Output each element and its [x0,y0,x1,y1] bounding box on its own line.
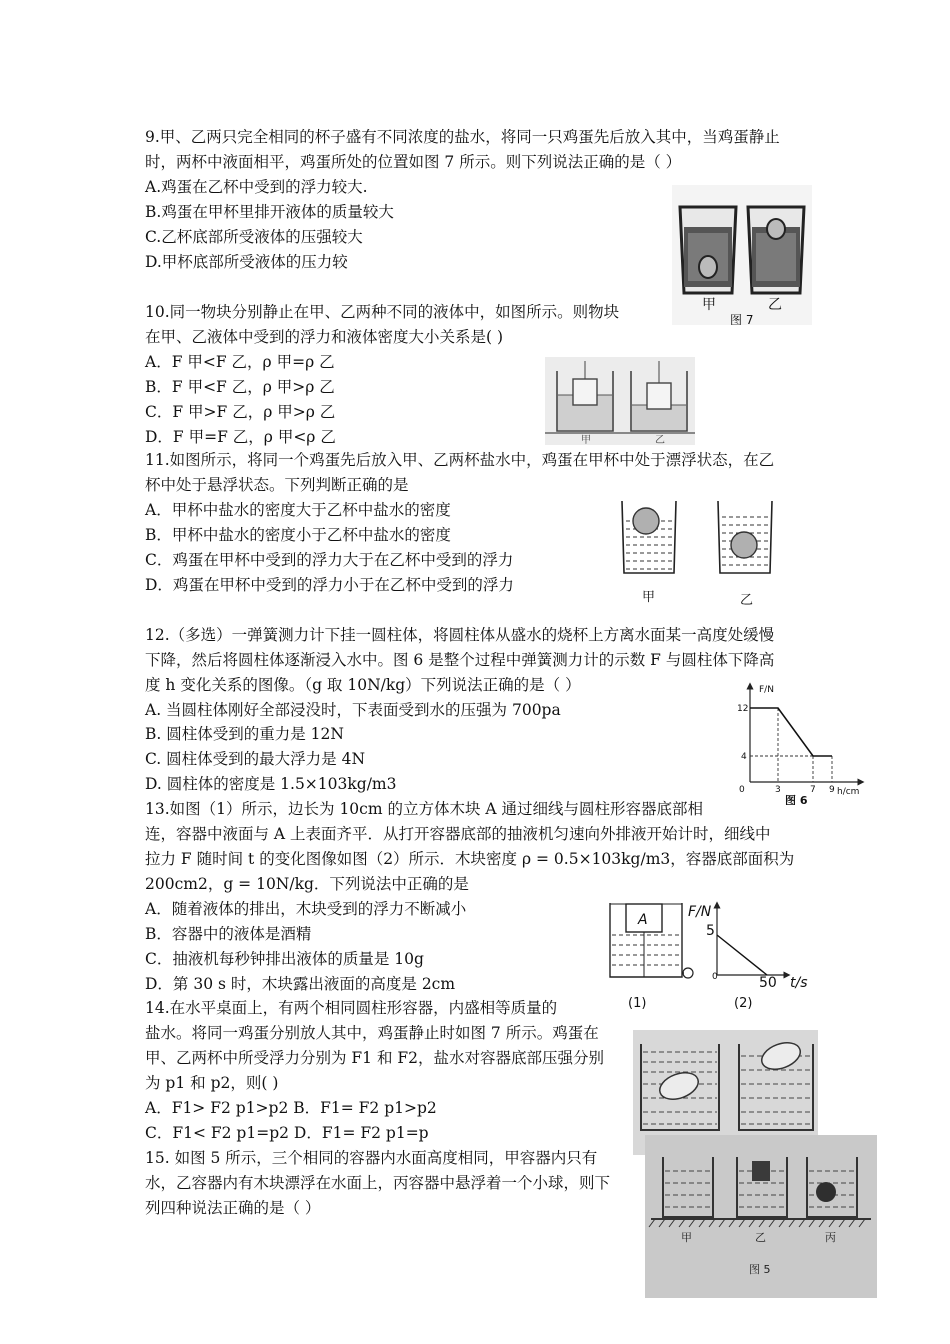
q15-figure-three-containers [645,1135,877,1298]
q13-figure-container-and-graph [602,895,812,1015]
q14-options-a-b: A．F1> F2 p1>p2 B．F1= F2 p1>p2 [145,1099,437,1117]
q13-option-b: B．容器中的液体是酒精 [145,925,312,943]
q12-figure-force-depth-graph [735,680,865,805]
q11-option-b: B．甲杯中盐水的密度小于乙杯中盐水的密度 [145,526,451,544]
q12-graph-x-tick-0: 0 [739,785,745,795]
q9-option-b: B.鸡蛋在甲杯里排开液体的质量较大 [145,203,394,221]
q12-graph-x-tick-3: 3 [775,785,781,795]
q14-options-c-d: C．F1< F2 p1=p2 D．F1= F2 p1=p [145,1124,429,1142]
q10-stem-line-1: 10.同一物块分别静止在甲、乙两种不同的液体中，如图所示。则物块 [145,303,620,321]
q15-figure-caption: 图 5 [749,1263,771,1276]
q11-option-a: A．甲杯中盐水的密度大于乙杯中盐水的密度 [145,501,451,519]
q9-figure-caption: 图 7 [730,313,754,325]
q13-figure-caption-2: (2) [734,996,753,1011]
q12-option-a: A. 当圆柱体刚好全部浸没时，下表面受到水的压强为 700pa [145,701,561,719]
q12-option-c: C. 圆柱体受到的最大浮力是 4N [145,750,366,768]
q9-option-a: A.鸡蛋在乙杯中受到的浮力较大. [145,178,368,196]
q10-figure-label-left: 甲 [581,435,591,445]
q9-option-c: C.乙杯底部所受液体的压强较大 [145,228,363,246]
q13-graph-x-tick: 50 [759,975,777,991]
q12-stem-line-2: 下降，然后将圆柱体逐渐浸入水中。图 6 是整个过程中弹簧测力计的示数 F 与圆柱体下降高 [145,651,775,669]
q9-stem-line-1: 9.甲、乙两只完全相同的杯子盛有不同浓度的盐水，将同一只鸡蛋先后放入其中，当鸡蛋静止 [145,128,780,146]
q15-figure-label-yi: 乙 [755,1231,766,1244]
q12-graph-x-label: h/cm [837,787,860,797]
q14-stem-line-4: 为 p1 和 p2，则( ) [145,1074,279,1092]
q9-figure-label-left: 甲 [702,297,716,313]
q12-graph-y-tick-4: 4 [741,752,747,762]
q15-figure-label-jia: 甲 [681,1231,692,1244]
q11-option-d: D．鸡蛋在甲杯中受到的浮力小于在乙杯中受到的浮力 [145,576,514,594]
q14-stem-line-1: 14.在水平桌面上，有两个相同圆柱形容器，内盛相等质量的 [145,999,558,1017]
q9-figure-two-glasses-eggs [672,185,812,325]
q11-option-c: C．鸡蛋在甲杯中受到的浮力大于在乙杯中受到的浮力 [145,551,514,569]
q9-stem-line-2: 时，两杯中液面相平，鸡蛋所处的位置如图 7 所示。则下列说法正确的是（ ） [145,153,682,171]
q13-graph-y-tick: 5 [706,923,715,939]
q10-figure-beakers-with-block [545,357,695,445]
q12-graph-caption: 图 6 [785,794,808,805]
q10-option-c: C．F 甲>F 乙，ρ 甲>ρ 乙 [145,403,336,421]
q9-option-d: D.甲杯底部所受液体的压力较 [145,253,348,271]
q12-graph-x-tick-9: 9 [829,785,835,795]
q13-option-d: D．第 30 s 时，木块露出液面的高度是 2cm [145,975,456,993]
q13-option-a: A．随着液体的排出，木块受到的浮力不断减小 [145,900,467,918]
q10-option-b: B．F 甲<F 乙，ρ 甲>ρ 乙 [145,378,335,396]
q13-stem-line-2: 连，容器中液面与 A 上表面齐平．从打开容器底部的抽液机匀速向外排液开始计时，细线中 [145,825,771,843]
q13-stem-line-4: 200cm2，g = 10N/kg．下列说法中正确的是 [145,875,469,893]
q9-figure-label-right: 乙 [768,297,782,313]
q10-option-d: D．F 甲=F 乙，ρ 甲<ρ 乙 [145,428,336,446]
q14-stem-line-3: 甲、乙两杯中所受浮力分别为 F1 和 F2，盐水对容器底部压强分别 [145,1049,605,1067]
q12-option-b: B. 圆柱体受到的重力是 12N [145,725,344,743]
q13-graph-x-origin: 0 [712,972,718,982]
q13-graph-y-label: F/N [688,904,712,920]
q15-stem-line-2: 水，乙容器内有木块漂浮在水面上，丙容器中悬浮着一个小球，则下 [145,1174,611,1192]
q10-stem-line-2: 在甲、乙液体中受到的浮力和液体密度大小关系是( ) [145,328,504,346]
q13-figure-caption-1: (1) [628,996,647,1011]
q13-stem-line-3: 拉力 F 随时间 t 的变化图像如图（2）所示．木块密度 ρ = 0.5×103kg/m3，容器底部面积为 [145,850,795,868]
q12-stem-line-3: 度 h 变化关系的图像。（g 取 10N/kg）下列说法正确的是（ ） [145,676,581,694]
q11-stem-line-2: 杯中处于悬浮状态。下列判断正确的是 [145,476,409,494]
q12-graph-y-label: F/N [759,685,774,695]
q12-graph-x-tick-7: 7 [810,785,816,795]
q15-figure-label-bing: 丙 [825,1231,836,1244]
q13-stem-line-1: 13.如图（1）所示，边长为 10cm 的立方体木块 A 通过细线与圆柱形容器底部相 [145,800,704,818]
q15-stem-line-1: 15. 如图 5 所示，三个相同的容器内水面高度相同，甲容器内只有 [145,1149,598,1167]
q10-figure-label-right: 乙 [655,435,665,445]
q13-option-c: C．抽液机每秒钟排出液体的质量是 10g [145,950,424,968]
q12-graph-y-tick-12: 12 [737,704,749,714]
q11-figure-label-left: 甲 [642,590,656,605]
q12-option-d: D. 圆柱体的密度是 1.5×103kg/m3 [145,775,397,793]
q11-figure-beakers-with-egg [612,495,782,610]
q11-stem-line-1: 11.如图所示，将同一个鸡蛋先后放入甲、乙两杯盐水中，鸡蛋在甲杯中处于漂浮状态，在乙 [145,451,775,469]
q15-stem-line-3: 列四种说法正确的是（ ） [145,1199,321,1217]
q12-stem-line-1: 12.（多选）一弹簧测力计下挂一圆柱体，将圆柱体从盛水的烧杯上方离水面某一高度处缓慢 [145,626,775,644]
q11-figure-label-right: 乙 [740,593,754,608]
q13-graph-x-label: t/s [790,975,808,991]
q13-block-label: A [638,912,648,928]
q10-option-a: A．F 甲<F 乙，ρ 甲=ρ 乙 [145,353,335,371]
q14-stem-line-2: 盐水。将同一鸡蛋分别放人其中，鸡蛋静止时如图 7 所示。鸡蛋在 [145,1024,599,1042]
